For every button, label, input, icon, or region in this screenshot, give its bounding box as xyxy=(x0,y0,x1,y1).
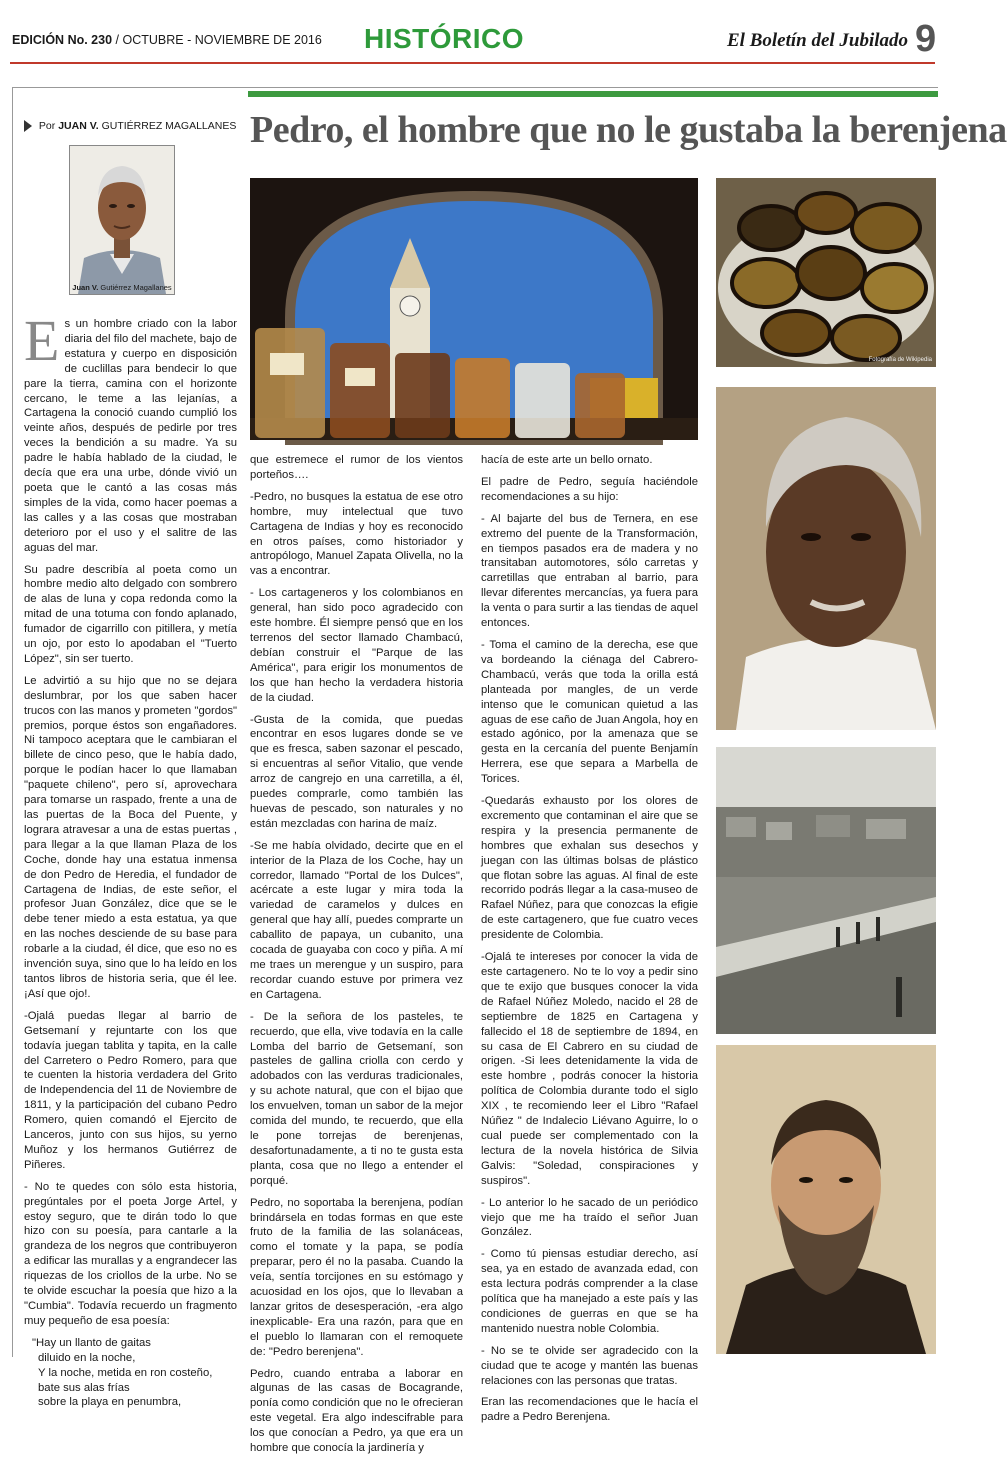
article-column-2 xyxy=(250,453,463,1463)
article-column-3 xyxy=(481,453,698,1432)
paragraph: Le advirtió a su hijo que no se dejara deslumbrar, por los que saben hacer trucos con las manos y prometen "gordos" premios, porque éstos son engañadores. Ni tampoco aceptara que le cambiaran el billete de cinco peso, que le había dado, porque le podían hacer lo que llamaban "paquete chileno", pero sí, aprovechara para tomarse un raspado, frente a una de las puertas de la Boca del Puente, y lograra atravesar a una de estas puertas , para llegar a la que llaman Plaza de los Coche, donde hay una estatua inmensa de don Pedro de Heredia, el fundador de Cartagena de Indias, de este señor, el profesor Juan González, dice que se le debe tener miedo a esta estatua, ya que en las noches desciende de su base para robarle a la ciudad, él dice, que eso no es invención suya, sino que lo ha leído en los tantos libros de historia seria, que él lee. ¡Así que ojo!. xyxy=(24,674,237,1000)
poem-line: Y la noche, metida en ron costeño, xyxy=(38,1366,213,1379)
paragraph: - Al bajarte del bus de Ternera, en ese extremo del puente de la Transformación, en tiempos pasados era de madera y no transitaban automotores, sólo carretas y carretillas que entraban al barrio, para llevar diferentes mercancías, ya fuera para la venta o para surtir a las tiendas de aquel entonces. xyxy=(481,512,698,630)
grilled-eggplant-image xyxy=(716,178,936,367)
poem-line: sobre la playa en penumbra, xyxy=(38,1396,182,1409)
rafael-nunez-portrait xyxy=(716,1045,936,1354)
edition-info xyxy=(12,33,322,47)
paragraph: -Ojalá puedas llegar al barrio de Getsemaní y rejuntarte con los que todavía juegan tablita y tapita, en la calle del Carretero o Pedro Romero, para que te cuenten la historia verdadera del Grito de Independencia del 11 de Noviembre de 1811, y la participación del cubano Pedro Romero, quien comandó el Ejercito de Lanceros, junto con sus hijos, su yerno Muñoz y los hermanos Gutiérrez de Piñeres. xyxy=(24,1009,237,1171)
bearded-man-portrait-image xyxy=(716,1045,936,1354)
paragraph: Eran las recomendaciones que le hacía el padre a Pedro Berenjena. xyxy=(481,1396,698,1424)
paragraph: - Lo anterior lo he sacado de un periódico viejo que me ha traído el señor Juan González. xyxy=(481,1196,698,1239)
paragraph: - Toma el camino de la derecha, ese que va bordeando la ciénaga del Cabrero- Chambacú, verás que toda la orilla está planteada por mangles, de un verde intenso que le comunican quietud a las aguas de ese caño de Juan Angola, hoy en estado agónico, por la amenaza que se gesta en la cercanía del puente Benjamín Herrera, ese que separa a Marbella de Torices. xyxy=(481,638,698,786)
publication-name: El Boletín del Jubilado xyxy=(727,30,909,51)
paragraph: - De la señora de los pasteles, te recuerdo, que ella, vive todavía en la calle Lomba del barrio de Getsemaní, son pasteles de gallina criolla con cerdo y adobados con las verduras tradicionales, y su achote natural, que con el bijao que los envuelven, toman un sabor de la mejor comida del mundo, te recuerdo, que ella le pone torrejas de berenjenas, desafortunadamente, a ti no te gusta esta planta, cosa que no llego a entender el porqué. xyxy=(250,1010,463,1187)
paragraph: -Se me había olvidado, decirte que en el interior de la Plaza de los Coche, hay un corredor, llamado "Portal de los Dulces", acércate a este lugar y mira toda la variedad de caramelos y dulces en general que hay allí, puedes comprarte un caballito de papaya, un cubanito, una cocada de guayaba con coco y piña. A mí me traes un merengue y un suspiro, para recordar cuando estuve por primera vez en Cartagena. xyxy=(250,839,463,1001)
paragraph: -Pedro, no busques la estatua de ese otro hombre, muy intelectual que tuvo Cartagena de Indias y hoy es reconocido en otros países, como historiador y antropólogo, Manuel Zapata Olivella, no la vas a encontrar. xyxy=(250,490,463,578)
page-header xyxy=(0,0,945,70)
poem-fragment xyxy=(24,1336,237,1411)
byline-author-rest: GUTIÉRREZ MAGALLANES xyxy=(101,120,237,132)
drop-cap: E xyxy=(24,308,60,373)
paragraph: -Quedarás exhausto por los olores de excremento que contaminan el aire que se respira y la presencia permanente de hombres que exhalan sus desechos y juegan con las últimas bolsas de plástico que flotan sobre las aguas. Al final de este recorrido podrás llegar a la casa-museo de Rafael Núñez, para que conozcas la efigie de este cartagenero, que fue cuatro veces presidente de Colombia. xyxy=(481,795,698,942)
author-photo-caption xyxy=(70,283,174,292)
poem-line: "Hay un llanto de gaitas xyxy=(32,1336,151,1349)
paragraph: - Como tú piensas estudiar derecho, así sea, ya en estado de avanzada edad, con esta lectura podrás comprender a la clase política que ha manejado a este país y las condiciones de guerras en que se ha mantenido nuestra noble Colombia. xyxy=(481,1248,698,1335)
page-number: 9 xyxy=(915,18,937,60)
author-photo xyxy=(69,145,175,295)
paragraph: - No te quedes con sólo esta historia, pregúntales por el poeta Jorge Artel, y estoy seguro, que te dirán todo lo que hizo con su poesía, para cantarle a la grandeza de los negros que contribuyeron a edificar las murallas y a engrandecer las riquezas de los criollos de la urbe. No se te olvide escuchar la poesía que hizo a la "Cumbia". Todavía recuerdo un fragmento muy pequeño de esa poesía: xyxy=(24,1180,237,1327)
article-column-1 xyxy=(24,308,237,1410)
paragraph-text: s un hombre criado con la labor diaria del filo del machete, bajo de estatura y cuerpo en disposición de cuclillas para bendecir lo que pare la tierra, camina con el horizonte cercano, le teme a las lejanías, a Cartagena la conoció cuando cumplió los veinte años, después de pedirle por tres veces la bendición a su madre. Ya su padre le había hablado de la ciudad, le decía que era una urbe, dónde vivió un poeta que le cantó a las cosas más simples de la vida, como hacer poemas a las calles y a las cosas que mostraban deterioro por el uso y el salitre de las aguas del mar. xyxy=(24,318,237,554)
paragraph: -Gusta de la comida, que puedas encontrar en esos lugares donde se ve que es fresca, saben sazonar el pescado, si encuentras al señor Vitalio, que vende arroz de cangrejo en una carretilla, a él, puedes comprarle, como también las huevas de pescado, son naturales y no están mezcladas con harina de maíz. xyxy=(250,713,463,830)
paragraph: - No se te olvide ser agradecido con la ciudad que te acoge y mantén las buenas relaciones con las personas que tratas. xyxy=(481,1344,698,1387)
byline-arrow-icon xyxy=(24,120,32,132)
elderly-man-image xyxy=(716,387,936,730)
paragraph: que estremece el rumor de los vientos porteños…. xyxy=(250,454,463,481)
headline-bar xyxy=(248,91,938,97)
author-portrait-image xyxy=(70,146,174,294)
edition-date: / OCTUBRE - NOVIEMBRE DE 2016 xyxy=(115,33,322,47)
historic-bridge-photo xyxy=(716,747,936,1034)
byline-author-bold: JUAN V. xyxy=(58,120,99,132)
zapata-olivella-photo xyxy=(716,387,936,730)
paragraph: El padre de Pedro, seguía haciéndole recomendaciones a su hijo: xyxy=(481,475,698,503)
sweets-arch-image xyxy=(250,178,698,440)
header-rule xyxy=(10,62,935,64)
author-caption-bold: Juan V. xyxy=(72,283,99,292)
poem-line: diluido en la noche, xyxy=(38,1351,136,1364)
paragraph: hacía de este arte un bello ornato. xyxy=(481,454,653,466)
main-photo xyxy=(250,178,698,440)
eggplant-photo xyxy=(716,178,936,367)
old-cartagena-bridge-image xyxy=(716,747,936,1034)
article-frame-left xyxy=(12,87,13,1357)
edition-label: EDICIÓN xyxy=(12,33,65,47)
paragraph: Su padre describía al poeta como un hombre medio alto delgado con sombrero de alas de luna y copa redonda como la mitad de una totuma con fondo aplanado, fumador de cigarrillo con pitillera, y metía un ojo, por esto lo apodaban el "Tuerto López", sin ser tuerto. xyxy=(24,563,237,665)
eggplant-photo-credit: Fotografía de Wikipedia xyxy=(868,357,932,363)
paragraph: - Los cartageneros y los colombianos en general, han sido poco agradecido con este hombre. Él siempre pensó que en los terrenos del sector llamado Chambacú, debían construir el "Parque de las América", para erigir los monumentos de los que han hecho la verdadera historia de la ciudad. xyxy=(250,587,463,704)
poem-line: bate sus alas frías xyxy=(38,1381,130,1394)
byline-prefix: Por xyxy=(38,120,56,132)
paragraph: Pedro, cuando entraba a laborar en algunas de las casas de Bocagrande, ponía como condición que no le ofrecieran este vegetal. Era algo indescifrable para los que conocían a Pedro, ya que era un hombre que conocía la jardinería y xyxy=(250,1367,463,1455)
paragraph: Pedro, no soportaba la berenjena, podían brindársela en todas formas en que este fruto de la familia de las solanáceas, como el tomate y la papa, se podía preparar, pero él no la pasaba. Cuando la veía, sentía torcijones en su estómago y acuosidad en los ojos, que lo llevaban a lanzar gritos de desesperación, -era algo inexplicable- Era una razón, para que en el pueblo lo llamaran con el remoquete de: "Pedro berenjena". xyxy=(250,1196,463,1358)
author-caption-rest: Gutiérrez Magallanes xyxy=(100,283,172,292)
edition-number: No. 230 xyxy=(67,33,113,47)
byline xyxy=(24,120,236,132)
article-headline: Pedro, el hombre que no le gustaba la berenjena xyxy=(250,109,1007,151)
paragraph xyxy=(24,308,237,556)
paragraph: -Ojalá te intereses por conocer la vida de este cartagenero. No te lo voy a pedir sino que te exijo que busques conocer la vida de Rafael Núñez Moledo, nacido el 28 de septiembre de 1825 en Cartagena y fallecido el 18 de septiembre de 1894, en su casa de El Cabrero en su ciudad de origen. -Si lees detenidamente la vida de este hombre , podrás conocer la historia política de Colombia durante todo el siglo XIX , te recomiendo leer el Libro "Rafael Núñez " de Indalecio Liévano Aguirre, lo o cual puede ser complementado con la lectura de la novela histórica de Silvia Galvis: "Soledad, conspiraciones y suspiros". xyxy=(481,951,698,1187)
section-title: HISTÓRICO xyxy=(364,23,525,54)
